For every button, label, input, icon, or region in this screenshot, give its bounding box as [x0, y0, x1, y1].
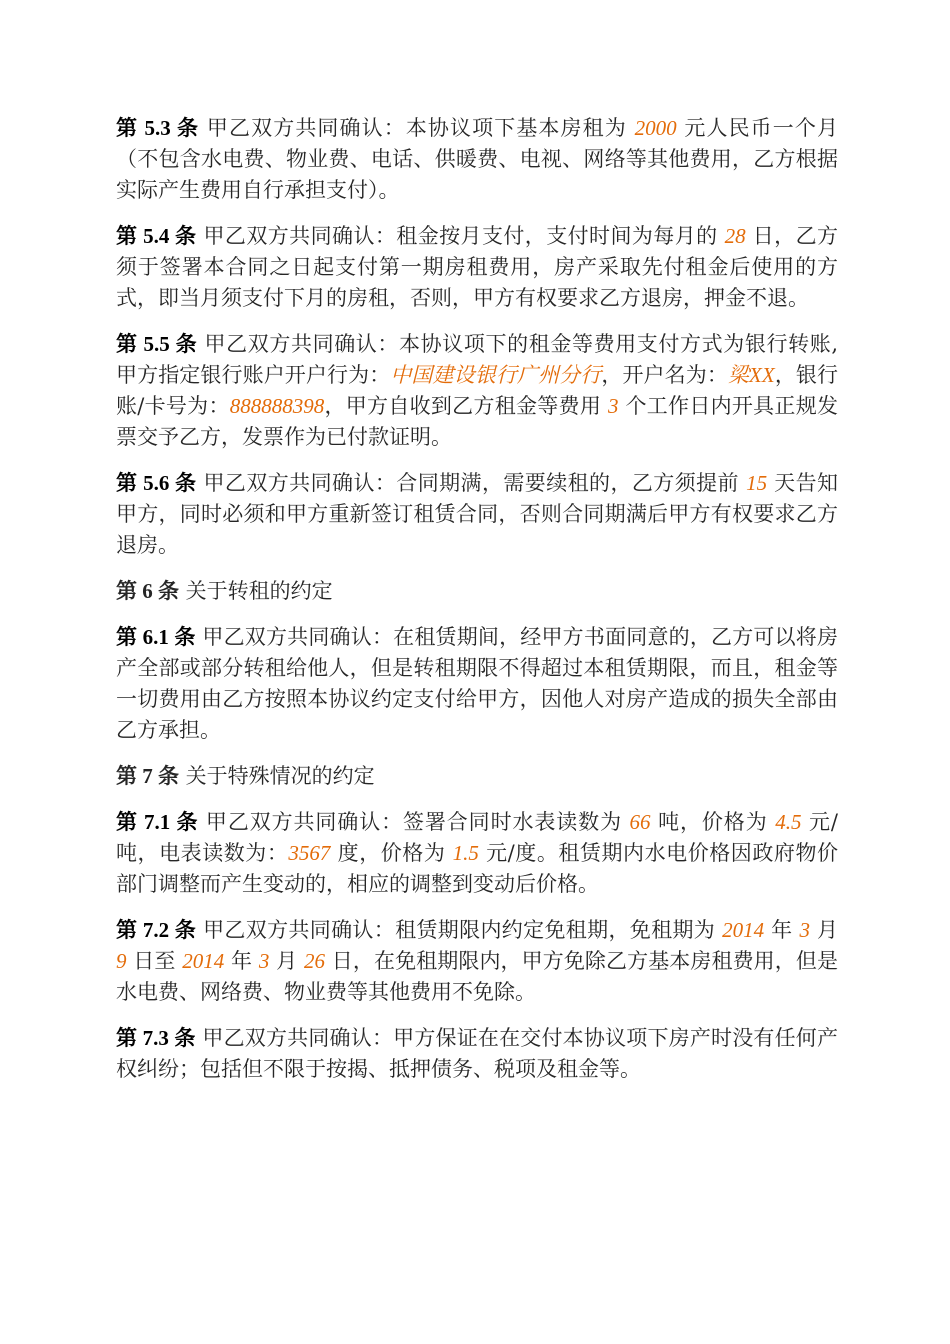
clause-number: 第 7.3 条 — [116, 1026, 196, 1050]
clause-text: 元人民币一个月（不包含水电费、物业费、电话、供暖费、电视、网络等其他费用，乙方根据实际产生费用自行承担支付）。 — [116, 116, 838, 202]
clause-text: ，开户名为： — [601, 363, 728, 387]
filled-value: 3 — [608, 394, 619, 418]
clause-text: 月 — [809, 918, 838, 942]
filled-value: 888888398 — [229, 394, 325, 418]
filled-value: 3 — [258, 949, 270, 973]
filled-value: 中国建设银行广州分行 — [390, 363, 602, 387]
clause-paragraph — [116, 113, 838, 206]
clause-text: ，银行账/卡号为： — [116, 363, 839, 418]
clause-text: 甲乙双方共同确认：在租赁期间，经甲方书面同意的，乙方可以将房产全部或部分转租给他人，但是转租期限不得超过本租赁期限，而且，租金等一切费用由乙方按照本协议约定支付给甲方，因他人对房产造成的损失全部由乙方承担。 — [116, 625, 838, 742]
filled-value: 3 — [799, 918, 810, 942]
clause-text: 元/吨，电表读数为： — [116, 810, 838, 865]
section-title: 关于转租的约定 — [179, 579, 333, 603]
clause-paragraph — [116, 329, 838, 453]
clause-text: 甲乙双方共同确认：本协议项下的租金等费用支付方式为银行转账,甲方指定银行账户开户行为： — [116, 332, 838, 387]
filled-value: 26 — [304, 949, 326, 973]
clause-text: 吨，价格为 — [650, 810, 776, 834]
section-heading — [116, 576, 838, 607]
clause-text: 甲乙双方共同确认：本协议项下基本房租为 — [199, 116, 635, 140]
filled-value: 9 — [116, 949, 127, 973]
filled-value: 2014 — [182, 949, 225, 973]
clause-paragraph — [116, 468, 838, 561]
clause-number: 第 5.3 条 — [116, 116, 200, 140]
clause-text: 甲乙双方共同确认：签署合同时水表读数为 — [198, 810, 630, 834]
filled-value: 28 — [724, 224, 746, 248]
clause-paragraph — [116, 622, 838, 746]
filled-value: 梁XX — [727, 363, 775, 387]
clause-text: 元/度。租赁期内水电价格因政府物价部门调整而产生变动的，相应的调整到变动后价格。 — [116, 841, 839, 896]
section-number: 第 6 条 — [116, 579, 179, 603]
clause-text: 甲乙双方共同确认：租赁期限内约定免租期，免租期为 — [196, 918, 723, 942]
clause-text: 个工作日内开具正规发票交予乙方，发票作为已付款证明。 — [116, 394, 838, 449]
filled-value: 15 — [746, 471, 768, 495]
clause-text: 日，乙方须于签署本合同之日起支付第一期房租费用，房产采取先付租金后使用的方式，即当月须支付下月的房租，否则，甲方有权要求乙方退房，押金不退。 — [116, 224, 838, 310]
section-heading — [116, 761, 838, 792]
clause-text: 月 — [269, 949, 305, 973]
clause-number: 第 5.4 条 — [116, 224, 197, 248]
clause-text: 甲乙双方共同确认：甲方保证在在交付本协议项下房产时没有任何产权纠纷；包括但不限于按揭、抵押债务、税项及租金等。 — [116, 1026, 838, 1081]
section-title: 关于特殊情况的约定 — [179, 764, 375, 788]
filled-value: 2000 — [634, 116, 677, 140]
clause-number: 第 5.6 条 — [116, 471, 197, 495]
filled-value: 3567 — [288, 841, 331, 865]
clause-paragraph — [116, 221, 838, 314]
filled-value: 66 — [629, 810, 651, 834]
contract-body — [116, 113, 838, 1100]
clause-number: 第 6.1 条 — [116, 625, 196, 649]
clause-number: 第 5.5 条 — [116, 332, 198, 356]
clause-text: 度，价格为 — [330, 841, 453, 865]
clause-text: 年 — [764, 918, 800, 942]
clause-text: ，甲方自收到乙方租金等费用 — [324, 394, 609, 418]
clause-text: 甲乙双方共同确认：租金按月支付，支付时间为每月的 — [196, 224, 725, 248]
clause-paragraph — [116, 807, 838, 900]
clause-number: 第 7.1 条 — [116, 810, 199, 834]
clause-paragraph — [116, 915, 838, 1008]
section-number: 第 7 条 — [116, 764, 179, 788]
clause-text: 年 — [224, 949, 259, 973]
clause-number: 第 7.2 条 — [116, 918, 197, 942]
filled-value: 1.5 — [452, 841, 479, 865]
clause-paragraph — [116, 1023, 838, 1085]
clause-text: 甲乙双方共同确认：合同期满，需要续租的，乙方须提前 — [196, 471, 747, 495]
clause-text: 天告知甲方，同时必须和甲方重新签订租赁合同，否则合同期满后甲方有权要求乙方退房。 — [116, 471, 838, 557]
clause-text: 日至 — [126, 949, 183, 973]
filled-value: 2014 — [722, 918, 765, 942]
filled-value: 4.5 — [775, 810, 802, 834]
clause-text: 日，在免租期限内，甲方免除乙方基本房租费用，但是水电费、网络费、物业费等其他费用不免除。 — [116, 949, 838, 1004]
